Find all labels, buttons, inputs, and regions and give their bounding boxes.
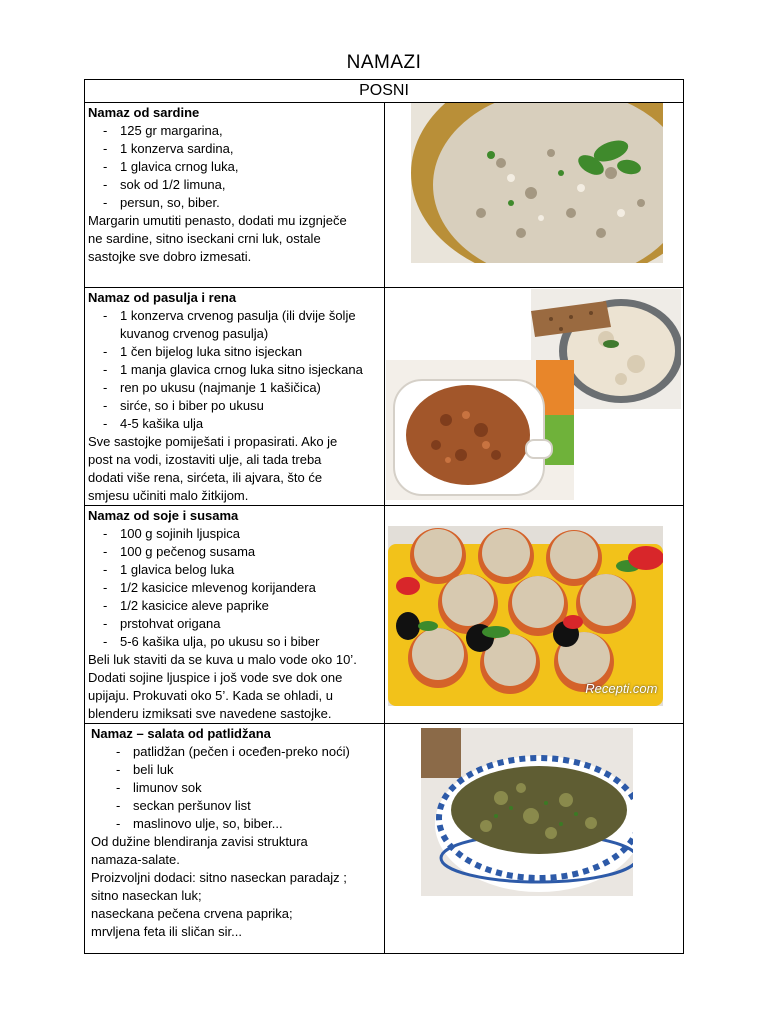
method-line: mrvljena feta ili sličan sir... — [91, 924, 242, 939]
ingredient-item: - prstohvat origana — [88, 615, 381, 633]
ingredient-item: - 4-5 kašika ulja — [88, 415, 381, 433]
ingredient-item: - 1/2 kasicice aleve paprike — [88, 597, 381, 615]
method-line: ne sardine, sitno iseckani crni luk, ostale — [88, 231, 321, 246]
recipe-name: Namaz – salata od patlidžana — [91, 726, 271, 741]
recipe-text-cell — [85, 724, 385, 954]
ingredient-item: - limunov sok — [91, 779, 381, 797]
recipe-row — [85, 506, 684, 724]
method-line: Proizvoljni dodaci: sitno naseckan paradajz ; — [91, 870, 347, 885]
method-line: blenderu izmiksati sve navedene sastojke. — [88, 706, 332, 721]
ingredient-item: - 1 glavica belog luka — [88, 561, 381, 579]
recipe-name: Namaz od pasulja i rena — [88, 290, 237, 305]
method-line: namaza-salate. — [91, 852, 180, 867]
ingredient-item: - seckan peršunov list — [91, 797, 381, 815]
recipe-image-cell — [385, 288, 684, 506]
ingredient-item: - sirće, so i biber po ukusu — [88, 397, 381, 415]
recipe-text-cell — [85, 288, 385, 506]
document-title: NAMAZI — [346, 52, 422, 73]
method-line: sastojke sve dobro izmesati. — [88, 249, 252, 264]
ingredient-item: - maslinovo ulje, so, biber... — [91, 815, 381, 833]
method-line: Dodati sojine ljuspice i još vode sve dok one — [88, 670, 343, 685]
ingredient-item: - 1 manja glavica crnog luka sitno isjeckana — [88, 361, 381, 379]
method-line: Od dužine blendiranja zavisi struktura — [91, 834, 308, 849]
method-line: Beli luk staviti da se kuva u malo vode oko 10’. — [88, 652, 357, 667]
ingredient-list — [88, 525, 381, 651]
method-line: post na vodi, izostaviti ulje, ali tada treba — [88, 452, 322, 467]
method-line: smjesu učiniti malo žitkijom. — [88, 488, 249, 503]
section-header: POSNI — [85, 80, 684, 103]
recipe-image-cell — [385, 103, 684, 288]
eggplant-salad-photo — [421, 728, 633, 896]
recipe-image-cell — [385, 506, 684, 724]
ingredient-item: - 125 gr margarina, — [88, 122, 381, 140]
ingredient-item: - ren po ukusu (najmanje 1 kašičica) — [88, 379, 381, 397]
method-line: naseckana pečena crvena paprika; — [91, 906, 293, 921]
ingredient-list — [91, 743, 381, 833]
recipe-text-cell — [85, 103, 385, 288]
ingredient-item: - sok od 1/2 limuna, — [88, 176, 381, 194]
recipe-site-watermark: Recepti.com — [585, 681, 658, 696]
method-line: dodati više rena, sirćeta, ili ajvara, što će — [88, 470, 323, 485]
ingredient-item: - 1 konzerva crvenog pasulja (ili dvije šolje kuvanog crvenog pasulja) — [88, 307, 381, 343]
recipe-text-cell — [85, 506, 385, 724]
ingredient-item: - beli luk — [91, 761, 381, 779]
ingredient-item: - 1 čen bijelog luka sitno isjeckan — [88, 343, 381, 361]
sardine-spread-photo — [411, 103, 663, 263]
bean-spread-photo — [386, 360, 574, 500]
ingredient-item: - persun, so, biber. — [88, 194, 381, 212]
ingredient-list — [88, 307, 381, 433]
method-line: sitno naseckan luk; — [91, 888, 202, 903]
recipe-row — [85, 288, 684, 506]
ingredient-item: - 100 g pečenog susama — [88, 543, 381, 561]
method-line: Margarin umutiti penasto, dodati mu izgnječe — [88, 213, 347, 228]
recipes-table — [84, 79, 684, 954]
ingredient-item: - 1 glavica crnog luka, — [88, 158, 381, 176]
recipe-row — [85, 103, 684, 288]
soy-sesame-spread-photo — [388, 526, 663, 706]
recipe-image-cell — [385, 724, 684, 954]
ingredient-list — [88, 122, 381, 212]
method-line: Sve sastojke pomiješati i propasirati. Ako je — [88, 434, 338, 449]
ingredient-item: - patlidžan (pečen i oceđen-preko noći) — [91, 743, 381, 761]
ingredient-item: - 1 konzerva sardina, — [88, 140, 381, 158]
ingredient-item: - 1/2 kasicice mlevenog korijandera — [88, 579, 381, 597]
recipe-name: Namaz od soje i susama — [88, 508, 239, 523]
ingredient-item: - 100 g sojinih ljuspica — [88, 525, 381, 543]
recipe-name: Namaz od sardine — [88, 105, 200, 120]
recipe-row — [85, 724, 684, 954]
method-line: upijaju. Prokuvati oko 5’. Kada se ohladi, u — [88, 688, 333, 703]
ingredient-item: - 5-6 kašika ulja, po ukusu so i biber — [88, 633, 381, 651]
